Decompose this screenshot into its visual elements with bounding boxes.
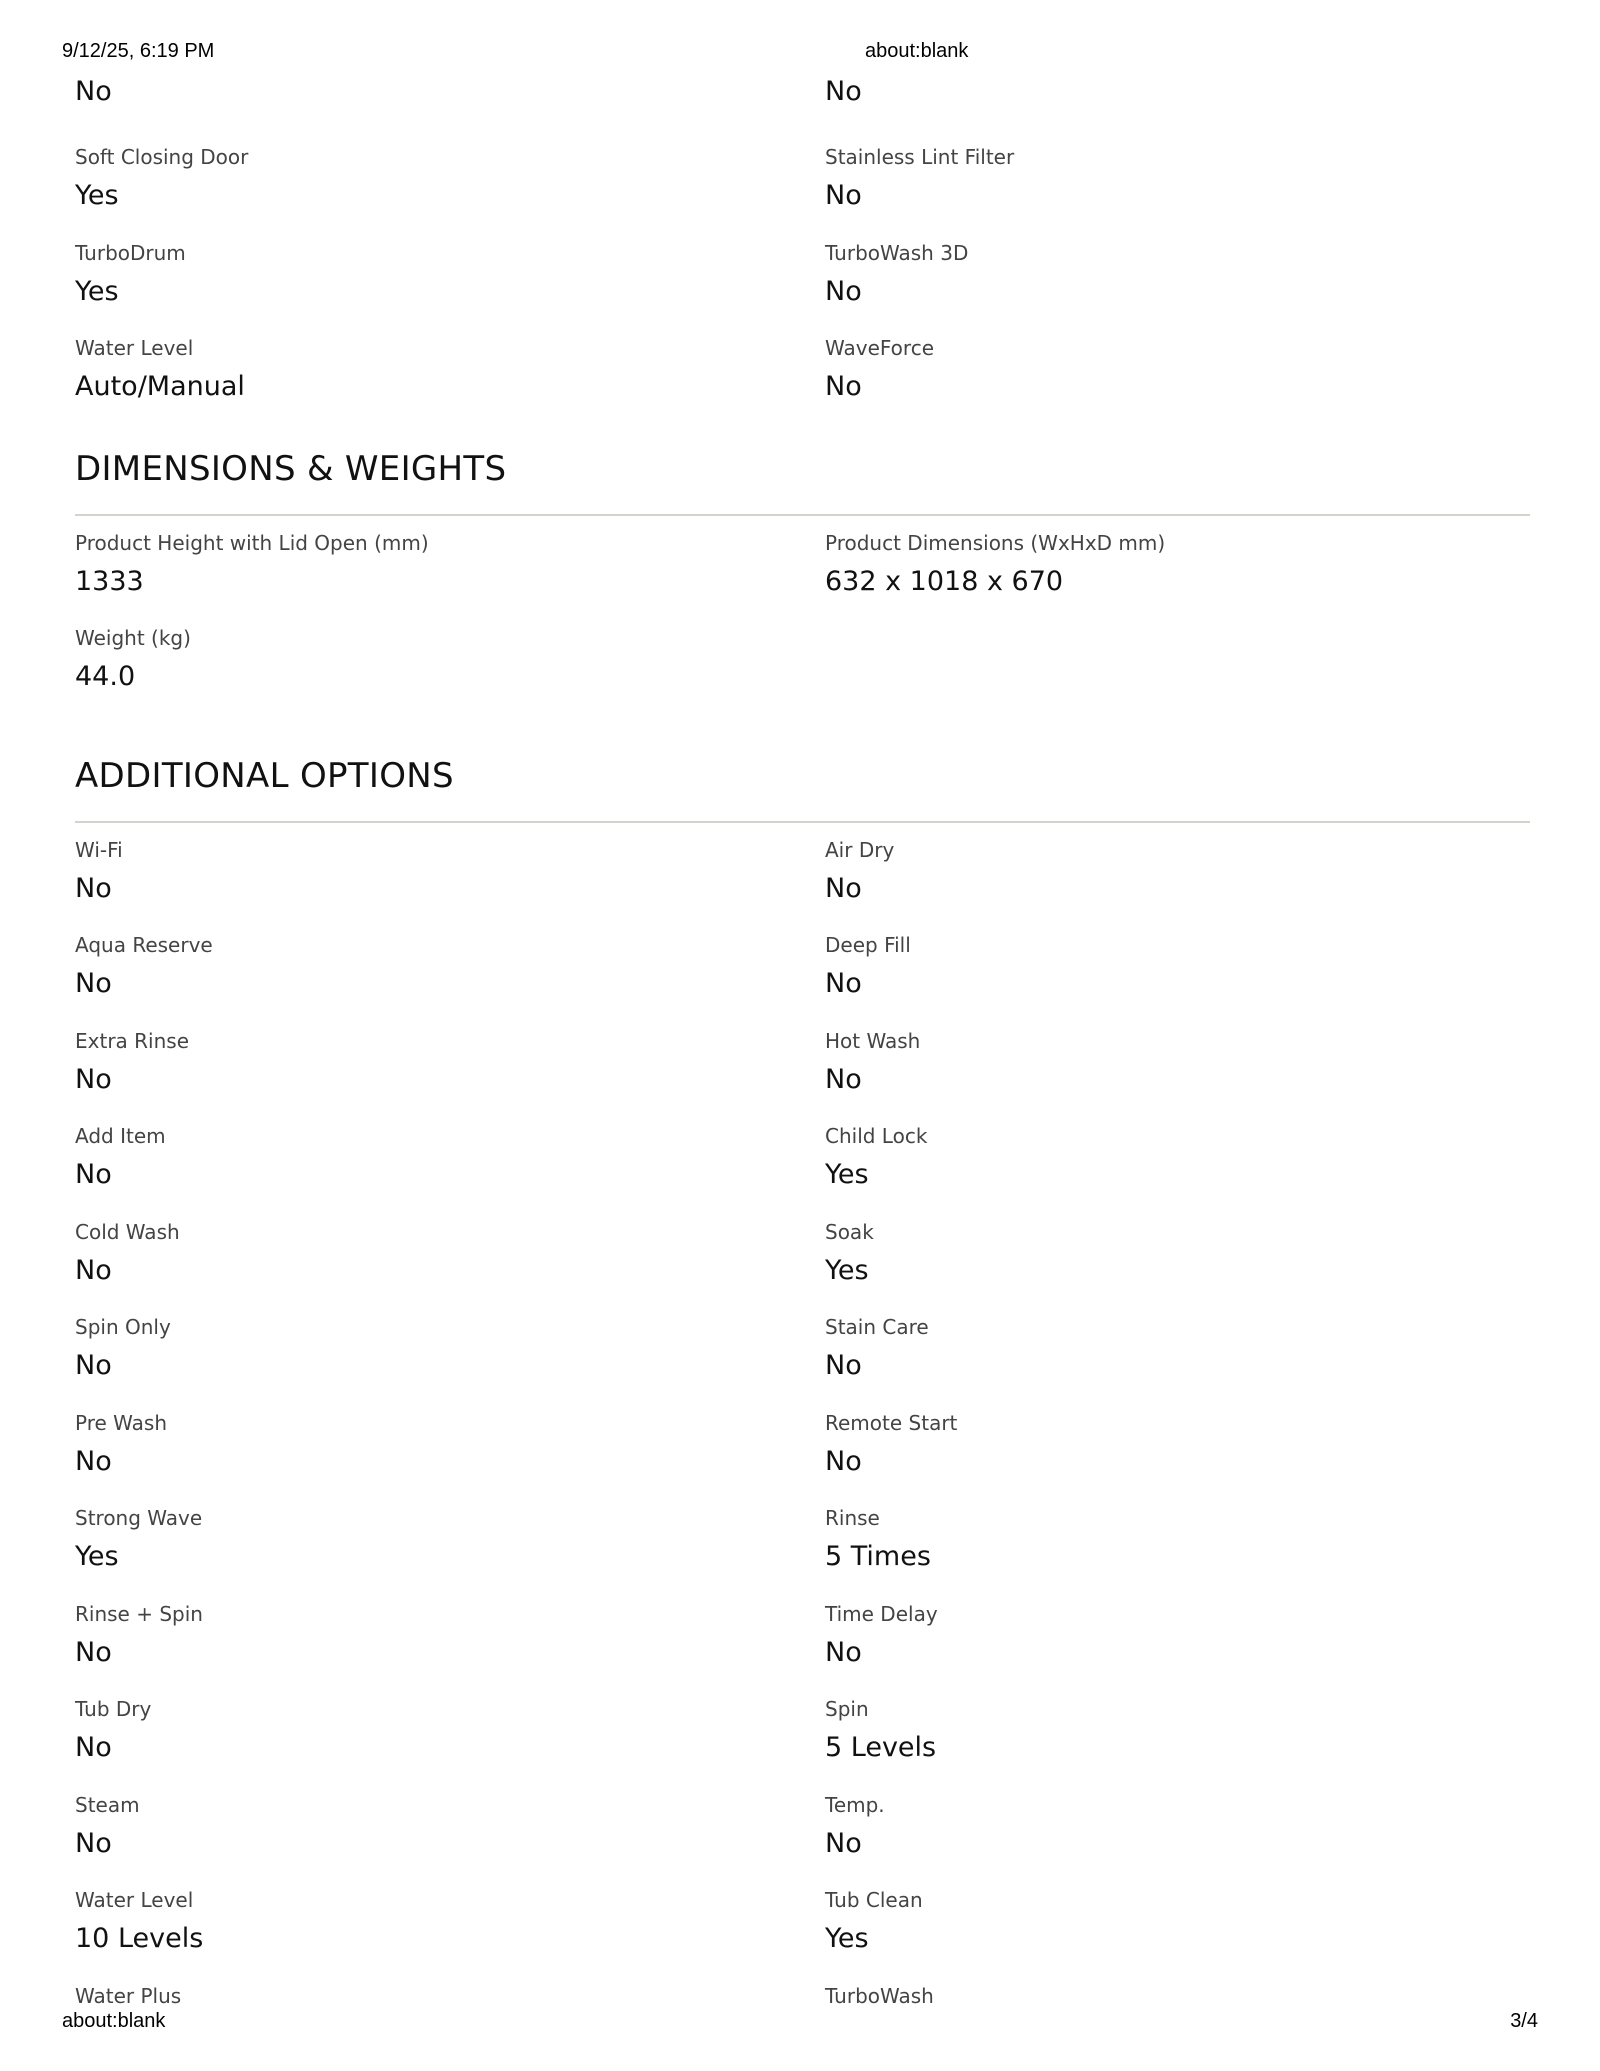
spec-item [75, 144, 825, 240]
print-footer [0, 2010, 1600, 2036]
dimensions-grid [75, 530, 1530, 721]
spec-item [825, 1123, 1530, 1219]
dimensions-section [75, 447, 1530, 721]
section-divider [75, 514, 1530, 516]
spec-item [75, 932, 825, 1028]
spec-item [75, 1410, 825, 1506]
spec-label: Stainless Lint Filter [825, 145, 1015, 169]
print-url: about:blank [62, 2010, 166, 2032]
spec-item [825, 240, 1530, 336]
spec-value: No [75, 1063, 112, 1095]
print-header [0, 40, 1600, 66]
section-title: DIMENSIONS & WEIGHTS [75, 448, 507, 489]
spec-label: Temp. [825, 1792, 885, 1817]
spec-item [825, 335, 1530, 431]
spec-label: WaveForce [825, 336, 935, 360]
spec-item [825, 1219, 1530, 1315]
spec-item [75, 1505, 825, 1601]
spec-value: No [825, 1063, 862, 1095]
spec-value: Yes [825, 1254, 869, 1286]
spec-label: Cold Wash [75, 1219, 180, 1244]
spec-item [75, 530, 825, 626]
spec-label: Tub Dry [75, 1697, 152, 1721]
spec-item [825, 1792, 1530, 1888]
spec-value: No [825, 1445, 862, 1477]
spec-item [75, 1887, 825, 1983]
spec-value: No [75, 1827, 112, 1859]
spec-label: Air Dry [825, 837, 895, 862]
spec-label: Product Dimensions (WxHxD mm) [825, 530, 1166, 555]
spec-value: Yes [75, 180, 119, 211]
spec-label: Rinse + Spin [75, 1601, 203, 1626]
spec-value: No [75, 968, 112, 999]
continued-values [75, 74, 1530, 144]
spec-label: Tub Clean [825, 1888, 923, 1912]
spec-item [75, 1696, 825, 1792]
spec-item [75, 1028, 825, 1124]
section-title: ADDITIONAL OPTIONS [75, 755, 454, 796]
spec-label: Stain Care [825, 1315, 929, 1339]
spec-label: Spin Only [75, 1315, 171, 1339]
print-page-title: about:blank [865, 40, 969, 62]
spec-value: 1333 [75, 565, 144, 597]
spec-label: Weight (kg) [75, 626, 191, 650]
spec-value: Auto/Manual [75, 371, 245, 402]
spec-value: Yes [825, 1923, 869, 1954]
spec-item [75, 1123, 825, 1219]
spec-value: No [825, 1827, 862, 1859]
spec-label: Extra Rinse [75, 1028, 190, 1053]
spec-item [75, 240, 825, 336]
spec-label: Rinse [825, 1506, 880, 1530]
spec-value: 44.0 [75, 661, 136, 692]
spec-label: Pre Wash [75, 1410, 168, 1435]
spec-item [75, 1314, 825, 1410]
spec-item [75, 335, 825, 431]
spec-label: Spin [825, 1697, 869, 1721]
spec-value: No [825, 872, 862, 904]
features-grid [75, 144, 1530, 431]
spec-item [75, 625, 825, 721]
spec-item [825, 1887, 1530, 1983]
spec-value: Yes [75, 1541, 119, 1572]
spec-label: Deep Fill [825, 933, 911, 957]
spec-label: Aqua Reserve [75, 933, 213, 957]
spec-value: No [825, 180, 862, 211]
spec-value: No [75, 76, 112, 107]
spec-label: Water Level [75, 336, 194, 360]
spec-item [825, 932, 1530, 1028]
section-divider [75, 821, 1530, 823]
spec-item [825, 1505, 1530, 1601]
spec-item [825, 1028, 1530, 1124]
spec-label: TurboDrum [75, 240, 186, 265]
spec-item [825, 837, 1530, 933]
spec-label: Strong Wave [75, 1506, 203, 1530]
spec-item [825, 144, 1530, 240]
spec-value: 10 Levels [75, 1923, 204, 1954]
spec-value: No [825, 275, 862, 307]
spec-item [75, 1792, 825, 1888]
spec-label: TurboWash 3D [825, 240, 969, 265]
spec-label: Hot Wash [825, 1028, 921, 1053]
spec-item [75, 74, 825, 144]
additional-options-section [75, 754, 1530, 2071]
spec-item [825, 1601, 1530, 1697]
spec-label: Soft Closing Door [75, 145, 249, 169]
spec-value: 5 Times [825, 1541, 931, 1572]
spec-value: Yes [75, 275, 119, 307]
spec-item [75, 837, 825, 933]
spec-label: Wi-Fi [75, 837, 123, 862]
spec-value: No [825, 968, 862, 999]
spec-value: No [75, 1254, 112, 1286]
spec-label: Add Item [75, 1124, 166, 1148]
spec-value: No [75, 872, 112, 904]
spec-label: Steam [75, 1792, 140, 1817]
spec-value: No [825, 1636, 862, 1668]
spec-label: Product Height with Lid Open (mm) [75, 530, 429, 555]
spec-value: Yes [825, 1159, 869, 1190]
spec-value: 632 x 1018 x 670 [825, 565, 1064, 597]
spec-value: No [825, 76, 862, 107]
spec-item [75, 1601, 825, 1697]
spec-item [75, 1219, 825, 1315]
spec-item [825, 1696, 1530, 1792]
options-grid [75, 837, 1530, 2071]
spec-label: Child Lock [825, 1124, 928, 1148]
spec-item [825, 74, 1530, 144]
spec-value: No [75, 1159, 112, 1190]
spec-value: No [75, 1636, 112, 1668]
spec-value: No [75, 1732, 112, 1763]
spec-content [75, 74, 1530, 2071]
spec-value: No [75, 1445, 112, 1477]
spec-label: Time Delay [825, 1601, 938, 1626]
spec-label: Soak [825, 1219, 874, 1244]
spec-item [825, 1314, 1530, 1410]
spec-value: 5 Levels [825, 1732, 937, 1763]
spec-label: Remote Start [825, 1410, 958, 1435]
spec-label: TurboWash [825, 1983, 934, 2008]
spec-value: No [825, 1350, 862, 1381]
page-number: 3/4 [1510, 2010, 1538, 2032]
print-datetime: 9/12/25, 6:19 PM [62, 40, 215, 62]
spec-value: No [825, 371, 862, 402]
spec-item [825, 1410, 1530, 1506]
spec-value: No [75, 1350, 112, 1381]
spec-label: Water Level [75, 1888, 194, 1912]
spec-item [825, 530, 1530, 626]
spec-label: Water Plus [75, 1983, 182, 2008]
